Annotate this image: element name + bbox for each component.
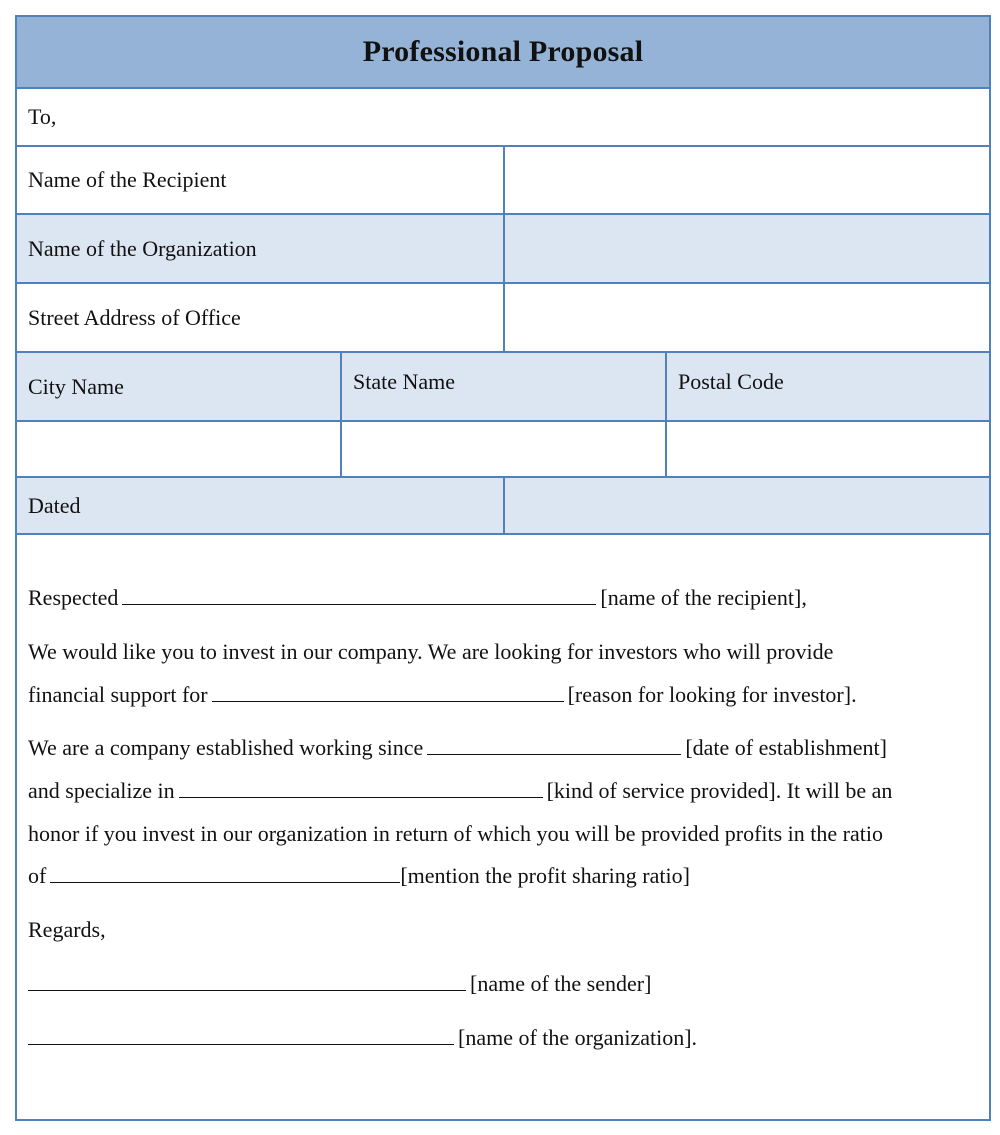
recipient-row: [17, 147, 989, 215]
street-address-field[interactable]: [505, 284, 989, 351]
para1-line1: We would like you to invest in our company. We are looking for investors who will provide: [28, 639, 834, 664]
recipient-name-field[interactable]: [505, 147, 989, 213]
organization-row: [17, 215, 989, 284]
para2-line1: [28, 735, 887, 761]
organization-name-field[interactable]: [505, 215, 989, 282]
sender-hint: [name of the sender]: [470, 971, 652, 996]
para2-line1-prefix: We are a company established working since: [28, 735, 424, 760]
reason-blank[interactable]: [212, 682, 564, 702]
para2-line2-prefix: and specialize in: [28, 778, 175, 803]
para2-line4: [28, 863, 690, 889]
address-row: [17, 284, 989, 353]
para2-line2: [28, 778, 892, 804]
postal-code-label: Postal Code: [678, 369, 784, 394]
para1-line2-hint: [reason for looking for investor].: [567, 682, 857, 707]
city-label: City Name: [17, 353, 342, 420]
dated-label: Dated: [17, 478, 505, 533]
state-label: State Name: [342, 353, 667, 420]
title-bar: [17, 17, 989, 89]
para2-line1-hint: [date of establishment]: [685, 735, 887, 760]
state-field[interactable]: [342, 422, 667, 476]
closing: Regards,: [28, 917, 106, 942]
salutation-hint: [name of the recipient],: [600, 585, 807, 610]
sender-organization-blank[interactable]: [28, 1025, 454, 1045]
para1-line2: [28, 682, 857, 708]
organization-line: [28, 1025, 697, 1051]
salutation-prefix: Respected: [28, 585, 119, 610]
para2-line4-hint: [mention the profit sharing ratio]: [400, 863, 690, 888]
form-title: Professional Proposal: [362, 35, 644, 68]
profit-ratio-blank[interactable]: [50, 863, 400, 883]
recipient-name-label: Name of the Recipient: [17, 147, 505, 213]
establishment-date-blank[interactable]: [427, 735, 681, 755]
location-fields-row: [17, 422, 989, 478]
sender-line: [28, 971, 651, 997]
para2-line3: honor if you invest in our organization in return of which you will be provided profits in the ratio: [28, 821, 883, 846]
salutation-line: [28, 585, 807, 611]
para2-line2-hint: [kind of service provided]. It will be an: [546, 778, 893, 803]
organization-hint: [name of the organization].: [458, 1025, 698, 1050]
para1-line2-prefix: financial support for: [28, 682, 208, 707]
recipient-name-blank[interactable]: [122, 585, 596, 605]
sender-name-blank[interactable]: [28, 971, 466, 991]
dated-field[interactable]: [505, 478, 989, 533]
service-blank[interactable]: [179, 778, 543, 798]
street-address-label: Street Address of Office: [17, 284, 505, 351]
para2-line4-prefix: of: [28, 863, 47, 888]
postal-code-field[interactable]: [667, 422, 989, 476]
city-field[interactable]: [17, 422, 342, 476]
to-row: [17, 89, 989, 147]
organization-name-label: Name of the Organization: [17, 215, 505, 282]
to-label: To,: [28, 104, 57, 129]
proposal-form: [15, 15, 991, 1121]
location-labels-row: [17, 353, 989, 422]
dated-row: [17, 478, 989, 535]
